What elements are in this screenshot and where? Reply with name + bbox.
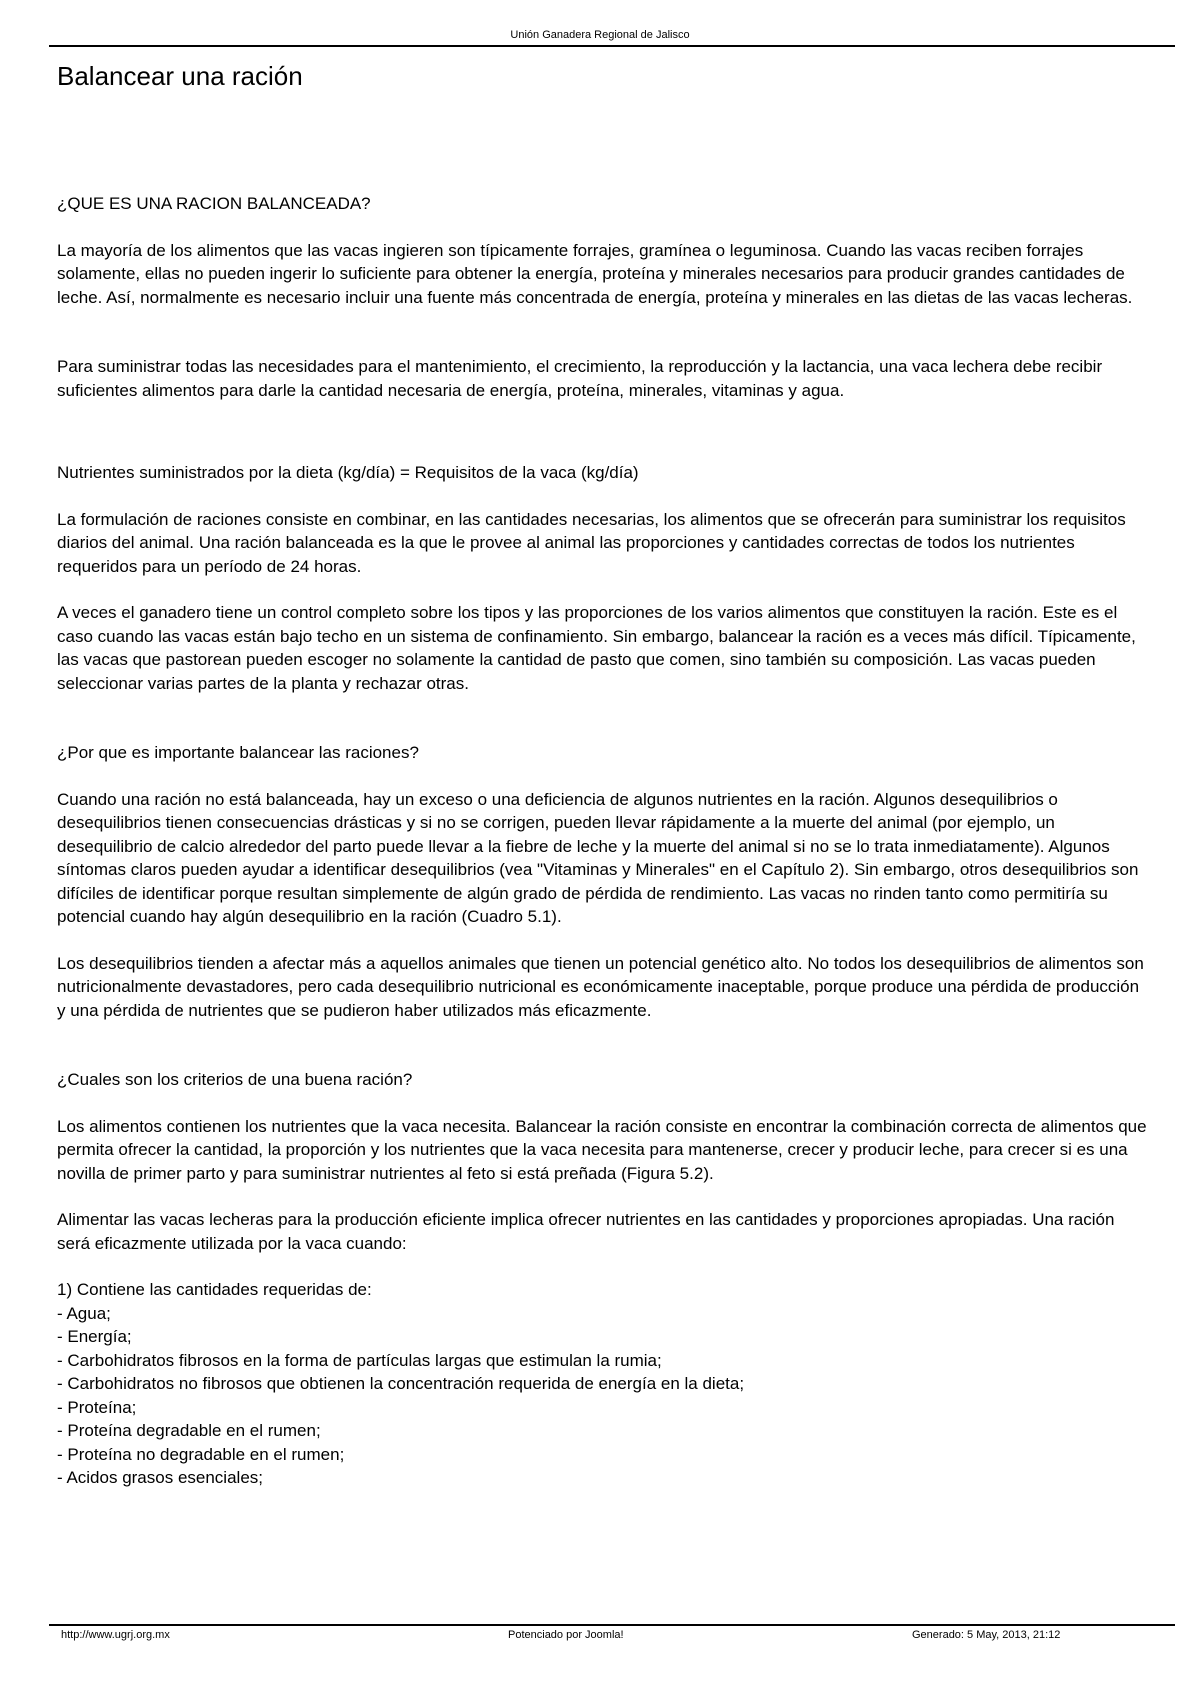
list-item: - Proteína no degradable en el rumen; bbox=[57, 1444, 345, 1464]
footer-url-link[interactable]: http://www.ugrj.org.mx bbox=[61, 1629, 170, 1641]
footer-powered-by: Potenciado por Joomla! bbox=[508, 1629, 624, 1641]
paragraph-8: Alimentar las vacas lecheras para la producción eficiente implica ofrecer nutrientes en las cantidades y proporciones apropiadas. Una ración será eficazmente utilizada por la vaca cuando: bbox=[57, 1210, 1115, 1253]
paragraph-4: A veces el ganadero tiene un control completo sobre los tipos y las proporciones de los varios alimentos que constituyen la ración. Este es el caso cuando las vacas están bajo techo en un sistema de confinamiento. Sin embargo, balancear la ración es a veces más difícil. Típicamente, las vacas que pastorean pueden escoger no solamente la cantidad de pasto que comen, sino también su composición. Las vacas pueden seleccionar varias partes de la planta y rechazar otras. bbox=[57, 603, 1136, 693]
list-item: - Proteína; bbox=[57, 1397, 137, 1417]
nutrient-equation: Nutrientes suministrados por la dieta (kg/día) = Requisitos de la vaca (kg/día) bbox=[57, 463, 639, 482]
section-heading-que-es: ¿QUE ES UNA RACION BALANCEADA? bbox=[57, 194, 371, 213]
paragraph-2: Para suministrar todas las necesidades para el mantenimiento, el crecimiento, la reproducción y la lactancia, una vaca lechera debe recibir suficientes alimentos para darle la cantidad necesaria de energía, proteína, minerales, vitaminas y agua. bbox=[57, 357, 1103, 400]
paragraph-1: La mayoría de los alimentos que las vacas ingieren son típicamente forrajes, gramínea o leguminosa. Cuando las vacas reciben forrajes solamente, ellas no pueden ingerir lo suficiente para obtener la energía, proteína y minerales necesarios para producir grandes cantidades de leche. Así, normalmente es necesario incluir una fuente más concentrada de energía, proteína y minerales en las dietas de las vacas lecheras. bbox=[57, 240, 1133, 307]
paragraph-5: Cuando una ración no está balanceada, hay un exceso o una deficiencia de algunos nutrientes en la ración. Algunos desequilibrios o desequilibrios tienen consecuencias drásticas y si no se corrigen, pueden llevar rápidamente a la muerte del animal (por ejemplo, un desequilibrio de calcio alrededor del parto puede llevar a la fiebre de leche y la muerte del animal si no se lo trata inmediatamente). Algunos síntomas claros pueden ayudar a identificar desequilibrios (vea "Vitaminas y Minerales" en el Capítulo 2). Sin embargo, otros desequilibrios son difíciles de identificar porque resultan simplemente de algún grado de pérdida de rendimiento. Las vacas no rinden tanto como permitiría su potencial cuando hay algún desequilibrio en la ración (Cuadro 5.1). bbox=[57, 789, 1139, 926]
footer-generated-date: Generado: 5 May, 2013, 21:12 bbox=[912, 1629, 1061, 1641]
article-body bbox=[57, 192, 1147, 1490]
list-intro: 1) Contiene las cantidades requeridas de: bbox=[57, 1280, 372, 1299]
list-item: - Carbohidratos fibrosos en la forma de partículas largas que estimulan la rumia; bbox=[57, 1350, 662, 1370]
list-item: - Agua; bbox=[57, 1303, 111, 1323]
header-divider bbox=[49, 45, 1175, 47]
section-heading-importancia: ¿Por que es importante balancear las raciones? bbox=[57, 743, 419, 762]
list-item: - Energía; bbox=[57, 1327, 132, 1346]
list-item: - Carbohidratos no fibrosos que obtienen la concentración requerida de energía en la dieta; bbox=[57, 1374, 745, 1393]
list-item: - Acidos grasos esenciales; bbox=[57, 1468, 263, 1487]
footer-divider bbox=[49, 1624, 1175, 1626]
paragraph-7: Los alimentos contienen los nutrientes que la vaca necesita. Balancear la ración consiste en encontrar la combinación correcta de alimentos que permita ofrecer la cantidad, la proporción y los nutrientes que la vaca necesita para mantenerse, crecer y producir leche, para crecer si es una novilla de primer parto y para suministrar nutrientes al feto si está preñada (Figura 5.2). bbox=[57, 1116, 1147, 1183]
paragraph-3: La formulación de raciones consiste en combinar, en las cantidades necesarias, los alimentos que se ofrecerán para suministrar los requisitos diarios del animal. Una ración balanceada es la que le provee al animal las proporciones y cantidades correctas de todos los nutrientes requeridos para un período de 24 horas. bbox=[57, 509, 1126, 576]
list-item: - Proteína degradable en el rumen; bbox=[57, 1421, 321, 1440]
section-heading-criterios: ¿Cuales son los criterios de una buena ración? bbox=[57, 1070, 413, 1089]
site-header: Unión Ganadera Regional de Jalisco bbox=[510, 29, 690, 41]
page-title: Balancear una ración bbox=[57, 61, 303, 91]
paragraph-6: Los desequilibrios tienden a afectar más a aquellos animales que tienen un potencial genético alto. No todos los desequilibrios de alimentos son nutricionalmente devastadores, pero cada desequilibrio nutricional es económicamente inaceptable, porque produce una pérdida de producción y una pérdida de nutrientes que se pudieron haber utilizados más eficazmente. bbox=[57, 953, 1144, 1020]
